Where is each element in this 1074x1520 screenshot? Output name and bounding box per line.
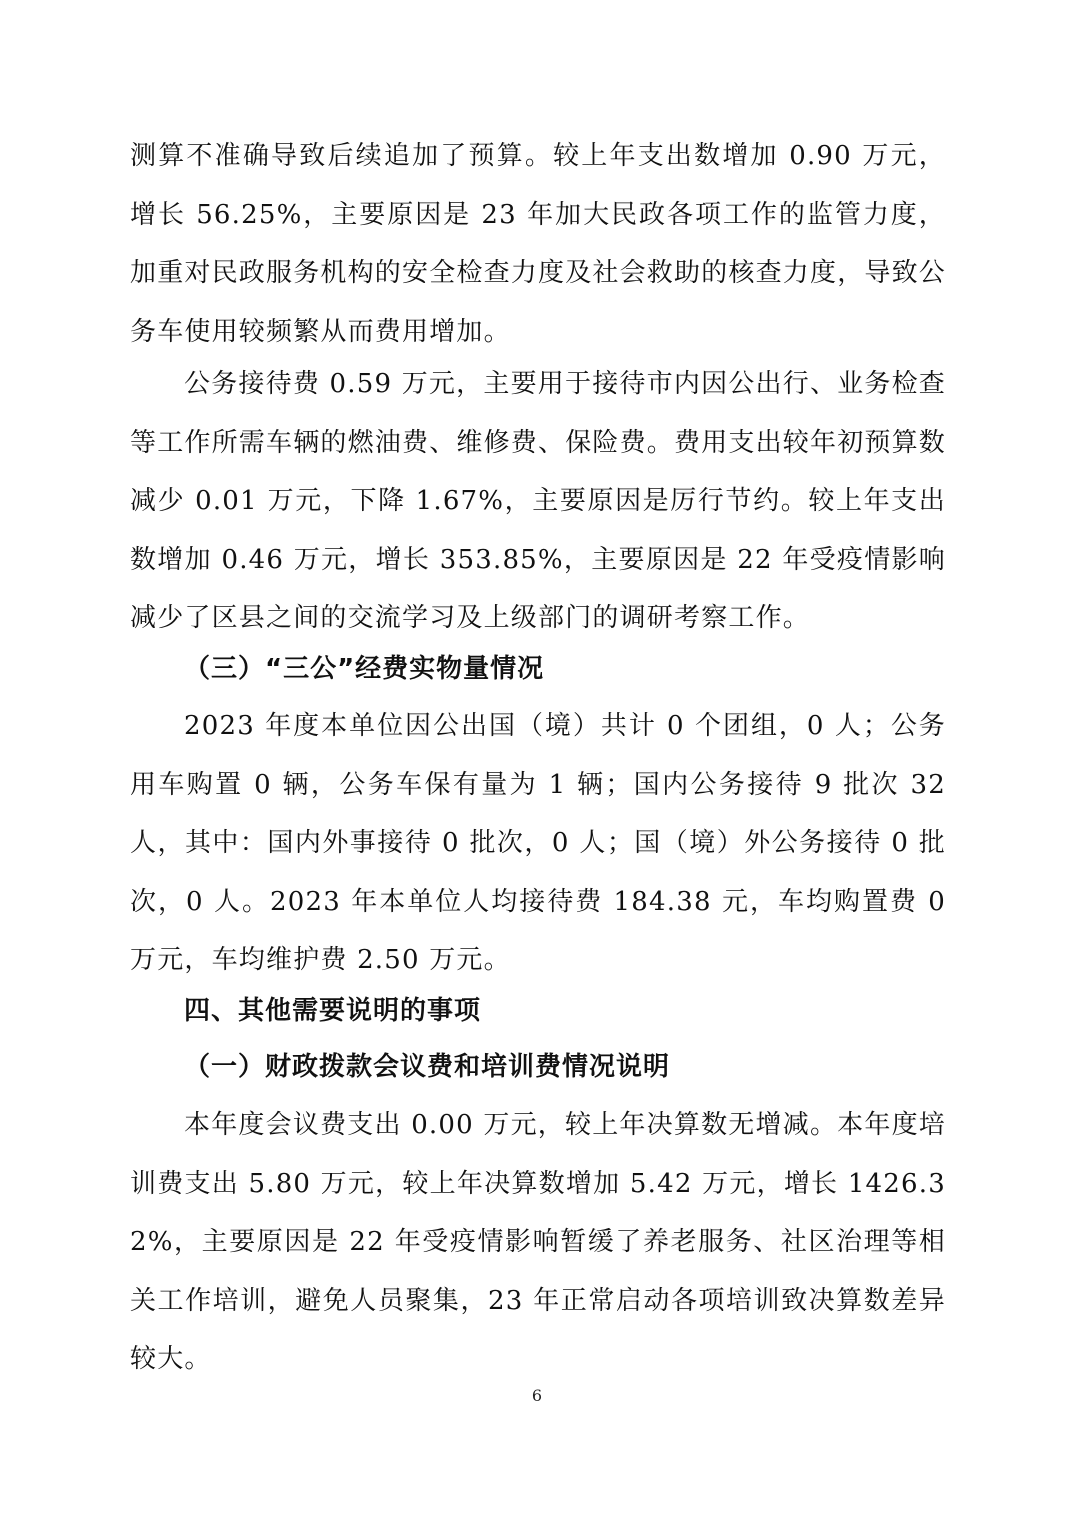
page-number: 6	[531, 1386, 543, 1405]
paragraph-reception-expense: 公务接待费 0.59 万元，主要用于接待市内因公出行、业务检查等工作所需车辆的燃油费、维修费、保险费。费用支出较年初预算数减少 0.01 万元，下降 1.67%，主要原因是厉行节约。较上年支出数增加 0.46 万元，增长 353.85%，主要原因是 22 年受疫情影响减少了区县之间的交流学习及上级部门的调研考察工作。	[130, 369, 947, 633]
heading-three-public-physical-quantity: （三）“三公”经费实物量情况	[184, 654, 545, 684]
heading-section-four: 四、其他需要说明的事项	[184, 996, 482, 1026]
paragraph-meeting-training: 本年度会议费支出 0.00 万元，较上年决算数无增减。本年度培训费支出 5.80 万元，较上年决算数增加 5.42 万元，增长 1426.32%，主要原因是 22 年受疫情影响暂缓了养老服务、社区治理等相关工作培训，避免人员聚集，23 年正常启动各项培训致决算数差异较大。	[130, 1110, 946, 1374]
paragraph-physical-quantity: 2023 年度本单位因公出国（境）共计 0 个团组，0 人；公务用车购置 0 辆，公务车保有量为 1 辆；国内公务接待 9 批次 32 人，其中：国内外事接待 0 批次，0 人；国（境）外公务接待 0 批次，0 人。2023 年本单位人均接待费 184.38 元，车均购置费 0 万元，车均维护费 2.50 万元。	[130, 711, 946, 975]
heading-meeting-training-fees: （一）财政拨款会议费和培训费情况说明	[184, 1052, 671, 1082]
paragraph-vehicle-expense-continued: 测算不准确导致后续追加了预算。较上年支出数增加 0.90 万元，增长 56.25%，主要原因是 23 年加大民政各项工作的监管力度，加重对民政服务机构的安全检查力度及社会救助的核查力度，导致公务车使用较频繁从而费用增加。	[130, 141, 947, 347]
